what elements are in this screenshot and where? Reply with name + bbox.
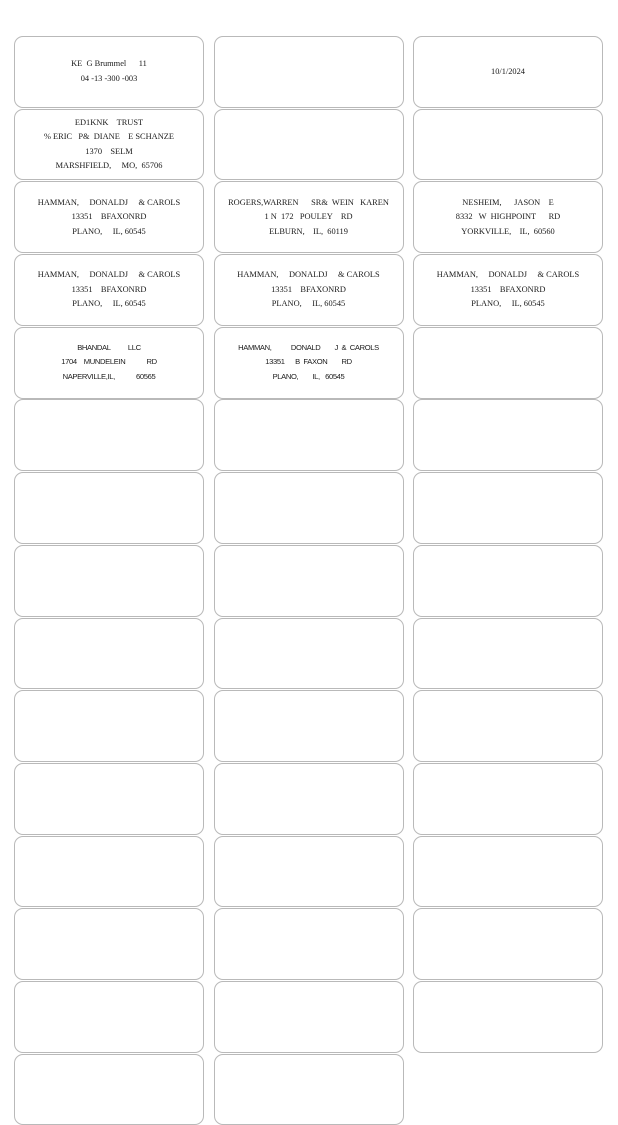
address-label <box>214 763 404 835</box>
address-label <box>14 327 204 399</box>
address-label <box>14 1054 204 1125</box>
address-label <box>214 1054 404 1125</box>
address-label <box>413 399 603 471</box>
label-line: ED1KNK TRUST <box>74 117 144 127</box>
address-label <box>14 836 204 908</box>
address-label <box>413 36 603 108</box>
address-label <box>14 399 204 471</box>
address-label <box>14 109 204 181</box>
address-label <box>214 836 404 908</box>
label-line: 13351 B FAXON RD <box>265 357 352 367</box>
label-line: KE G Brummel 11 <box>71 59 147 69</box>
label-line: 8332 W HIGHPOINT RD <box>455 212 561 222</box>
address-label <box>14 472 204 544</box>
label-line: BHANDAL LLC <box>77 342 141 352</box>
address-label <box>214 545 404 617</box>
address-label <box>413 327 603 399</box>
address-label <box>413 472 603 544</box>
address-label <box>214 908 404 980</box>
label-line: 13351 BFAXONRD <box>71 284 147 294</box>
label-line: PLANO, IL, 60545 <box>72 226 146 236</box>
address-label <box>214 472 404 544</box>
address-label <box>413 981 603 1053</box>
label-line: PLANO, IL, 60545 <box>272 371 345 381</box>
label-line: HAMMAN, DONALD J & CAROLS <box>238 342 379 352</box>
address-label <box>214 181 404 253</box>
label-line: HAMMAN, DONALDJ & CAROLS <box>436 270 580 280</box>
address-label <box>214 36 404 108</box>
address-label <box>214 618 404 690</box>
label-line: 13351 BFAXONRD <box>470 284 546 294</box>
address-label <box>413 545 603 617</box>
label-line: 10/1/2024 <box>491 66 525 76</box>
address-label <box>14 545 204 617</box>
address-label <box>413 690 603 762</box>
address-label <box>14 254 204 326</box>
address-label <box>14 763 204 835</box>
address-label <box>214 254 404 326</box>
address-label <box>413 763 603 835</box>
address-label <box>14 36 204 108</box>
address-label <box>214 327 404 399</box>
address-label <box>413 618 603 690</box>
label-line: PLANO, IL, 60545 <box>72 299 146 309</box>
label-line: 13351 BFAXONRD <box>271 284 346 294</box>
label-line: NESHEIM, JASON E <box>462 197 554 207</box>
label-sheet <box>14 36 603 1125</box>
label-line: 04 -13 -300 -003 <box>80 73 138 83</box>
address-label <box>14 690 204 762</box>
label-line: MARSHFIELD, MO, 65706 <box>55 161 163 171</box>
label-line: HAMMAN, DONALDJ & CAROLS <box>37 270 181 280</box>
label-line: PLANO, IL, 60545 <box>471 299 545 309</box>
address-label <box>14 908 204 980</box>
label-line: ROGERS,WARREN SR& WEIN KAREN <box>228 197 389 207</box>
address-label <box>413 181 603 253</box>
address-label <box>413 109 603 181</box>
label-line: 13351 BFAXONRD <box>71 212 147 222</box>
label-line: HAMMAN, DONALDJ & CAROLS <box>37 197 181 207</box>
address-label <box>214 109 404 181</box>
label-line: 1 N 172 POULEY RD <box>264 212 353 222</box>
label-line: % ERIC P& DIANE E SCHANZE <box>43 132 175 142</box>
address-label <box>413 254 603 326</box>
label-line: PLANO, IL, 60545 <box>271 299 346 309</box>
label-line: 1370 SELM <box>85 146 133 156</box>
address-label <box>413 908 603 980</box>
address-label <box>214 981 404 1053</box>
address-label <box>14 618 204 690</box>
address-label <box>14 981 204 1053</box>
label-line: YORKVILLE, IL, 60560 <box>461 226 555 236</box>
label-line: ELBURN, IL, 60119 <box>269 226 348 236</box>
label-line: 1704 MUNDELEIN RD <box>61 357 157 367</box>
address-label <box>214 690 404 762</box>
address-label <box>214 399 404 471</box>
address-label <box>14 181 204 253</box>
label-line: HAMMAN, DONALDJ & CAROLS <box>237 270 380 280</box>
address-label <box>413 836 603 908</box>
label-line: NAPERVILLE,IL, 60565 <box>62 371 156 381</box>
